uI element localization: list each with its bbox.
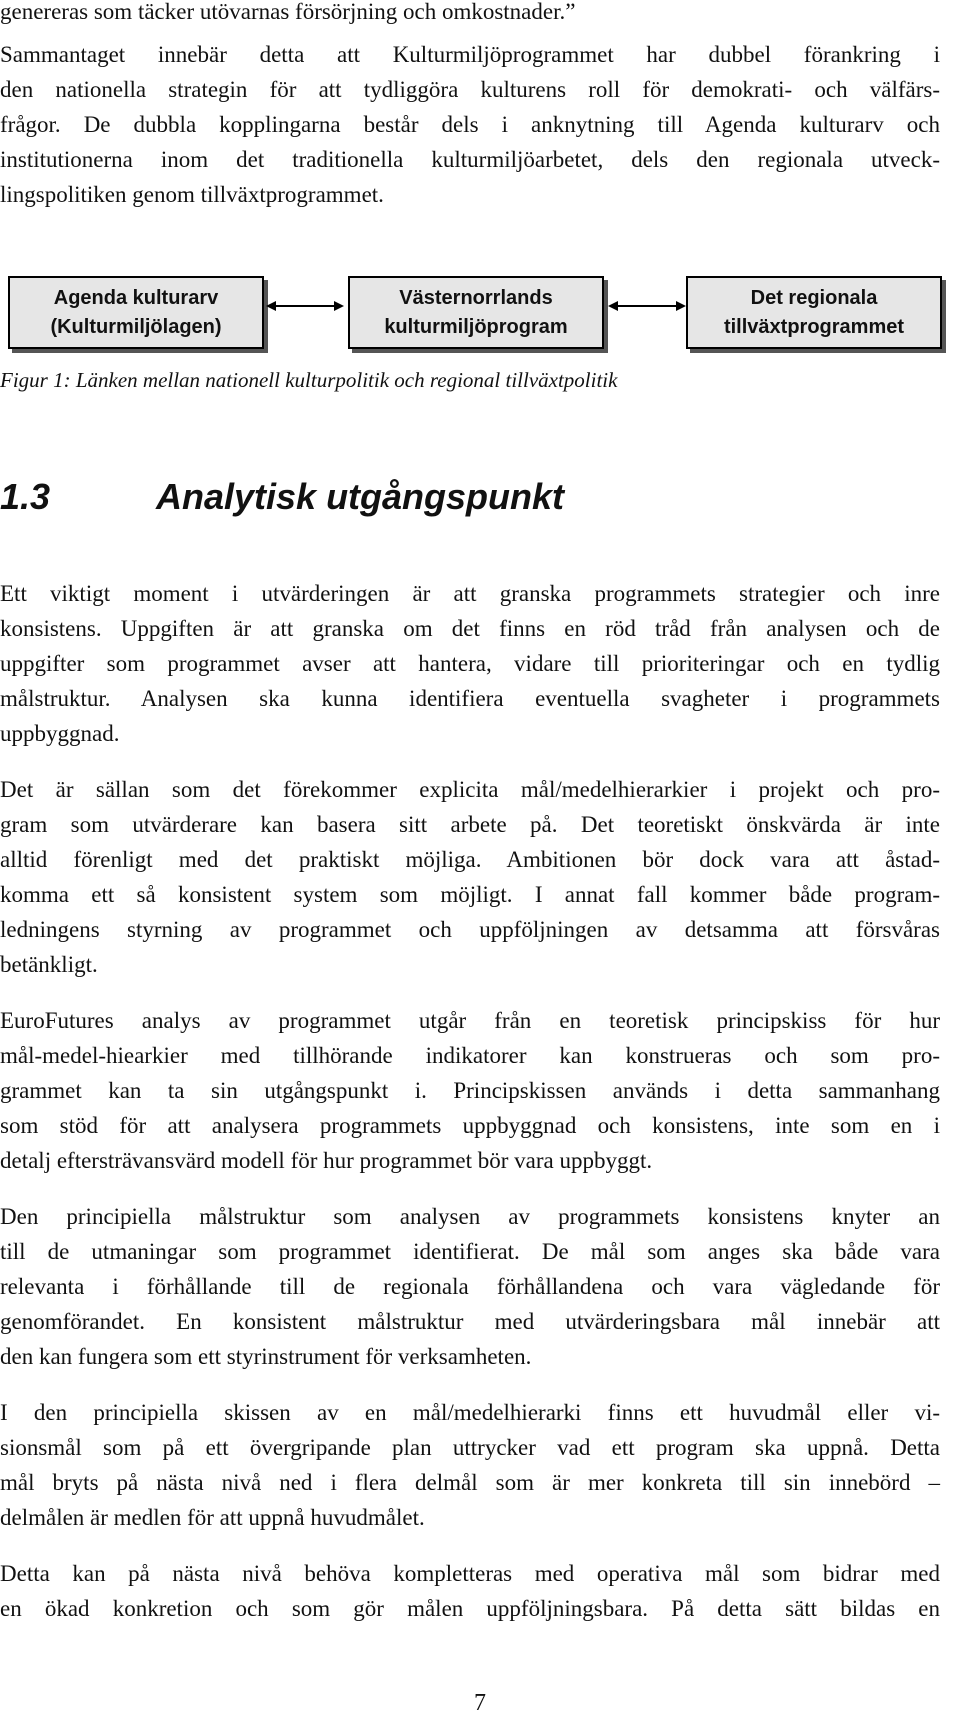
figure-caption: Figur 1: Länken mellan nationell kulturpolitik och regional tillväxtpolitik [0, 368, 618, 392]
intro-line-1: genereras som täcker utövarnas försörjning och omkostnader.” [0, 0, 576, 24]
paragraph-4-line: till de utmaningar som programmet identifierat. De mål som anges ska både vara [0, 1239, 940, 1264]
figure-box-label: Det regionala [750, 286, 878, 309]
intro-line-4: frågor. De dubbla kopplingarna består dels i anknytning till Agenda kulturarv och [0, 112, 940, 137]
paragraph-2-line: gram som utvärderare kan basera sitt arbete på. Det teoretiskt önskvärda är inte [0, 812, 940, 837]
paragraph-6-line: en ökad konkretion och som gör målen uppföljningsbara. På detta sätt bildas en [0, 1596, 940, 1621]
figure-box-label: tillväxtprogrammet [723, 315, 905, 338]
section-number: 1.3 [0, 476, 51, 517]
paragraph-5-line: sionsmål som på ett övergripande plan uttrycker vad ett program ska uppnå. Detta [0, 1435, 940, 1460]
section-heading [0, 474, 564, 520]
figure-box-agenda-kulturarv [8, 276, 264, 349]
paragraph-3-line: grammet kan ta sin utgångspunkt i. Principskissen används i detta sammanhang [0, 1078, 940, 1103]
double-arrow-icon [266, 300, 344, 312]
intro-line-6: lingspolitiken genom tillväxtprogrammet. [0, 182, 384, 207]
paragraph-3-line: som stöd för att analysera programmets uppbyggnad och konsistens, inte som en i [0, 1113, 940, 1138]
paragraph-3-line: detalj eftersträvansvärd modell för hur programmet bör vara uppbyggt. [0, 1148, 653, 1173]
paragraph-5-line: mål bryts på nästa nivå ned i flera delmål som är mer konkreta till sin innebörd – [0, 1470, 940, 1495]
figure-box-label: Agenda kulturarv [53, 286, 219, 309]
paragraph-2-line: komma ett så konsistent system som möjligt. I annat fall kommer både program- [0, 882, 940, 907]
paragraph-2-line: Det är sällan som det förekommer explicita mål/medelhierarkier i projekt och pro- [0, 777, 940, 802]
paragraph-5-line: delmålen är medlen för att uppnå huvudmålet. [0, 1505, 425, 1530]
paragraph-4-line: genomförandet. En konsistent målstruktur med utvärderingsbara mål innebär att [0, 1309, 940, 1334]
paragraph-3-line: EuroFutures analys av programmet utgår från en teoretisk principskiss för hur [0, 1008, 940, 1033]
paragraph-3-line: mål-medel-hiearkier med tillhörande indikatorer kan konstrueras och som pro- [0, 1043, 940, 1068]
paragraph-1-line: målstruktur. Analysen ska kunna identifiera eventuella svagheter i programmets [0, 686, 940, 711]
paragraph-2-line: alltid förenligt med det praktiskt möjliga. Ambitionen bör dock vara att åstad- [0, 847, 940, 872]
intro-line-3: den nationella strategin för att tydliggöra kulturens roll för demokrati- och välfärs- [0, 77, 940, 102]
figure-box-label: kulturmiljöprogram [384, 315, 568, 338]
paragraph-1-line: uppbyggnad. [0, 721, 120, 746]
paragraph-5-line: I den principiella skissen av en mål/medelhierarki finns ett huvudmål eller vi- [0, 1400, 940, 1425]
intro-line-5: institutionerna inom det traditionella kulturmiljöarbetet, dels den regionala utveck- [0, 147, 940, 172]
paragraph-4-line: den kan fungera som ett styrinstrument för verksamheten. [0, 1344, 532, 1369]
paragraph-4-line: Den principiella målstruktur som analysen av programmets konsistens knyter an [0, 1204, 940, 1229]
paragraph-2-line: betänkligt. [0, 952, 98, 977]
figure-box-tillvaxtprogrammet [686, 276, 942, 349]
paragraph-1-line: Ett viktigt moment i utvärderingen är att granska programmets strategier och inre [0, 581, 940, 606]
paragraph-1-line: konsistens. Uppgiften är att granska om det finns en röd tråd från analysen och de [0, 616, 940, 641]
figure-box-label: (Kulturmiljölagen) [50, 315, 222, 338]
paragraph-1-line: uppgifter som programmet avser att hantera, vidare till prioriteringar och en tydlig [0, 651, 940, 676]
paragraph-6-line: Detta kan på nästa nivå behöva kompletteras med operativa mål som bidrar med [0, 1561, 940, 1586]
page-number: 7 [474, 1690, 486, 1716]
paragraph-4-line: relevanta i förhållande till de regionala förhållandena och vara vägledande för [0, 1274, 940, 1299]
intro-line-2: Sammantaget innebär detta att Kulturmiljöprogrammet har dubbel förankring i [0, 42, 940, 67]
paragraph-2-line: ledningens styrning av programmet och uppföljningen av detsamma att försvåras [0, 917, 940, 942]
section-title: Analytisk utgångspunkt [156, 476, 565, 517]
figure-box-label: Västernorrlands [399, 286, 553, 309]
figure-box-kulturmiljoprogram [348, 276, 604, 349]
double-arrow-icon [608, 300, 686, 312]
